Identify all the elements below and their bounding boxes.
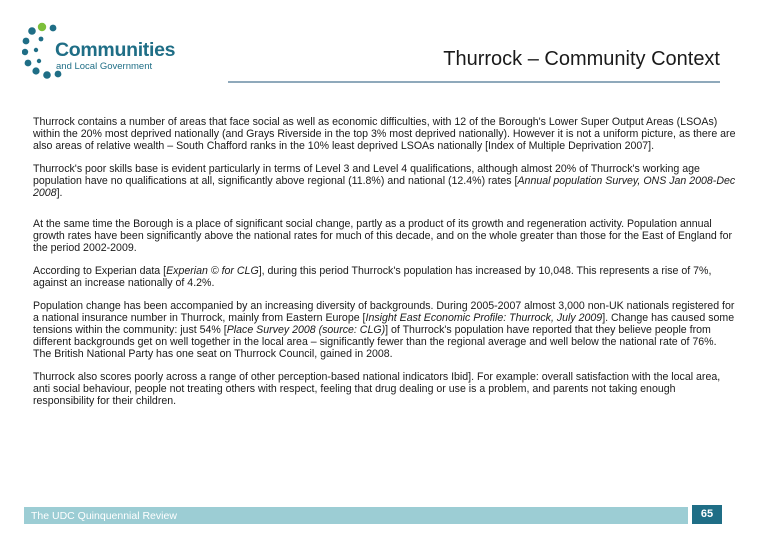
paragraph-text: ].	[56, 187, 63, 199]
paragraph-experian	[33, 265, 736, 289]
footer-text: The UDC Quinquennial Review	[31, 510, 177, 522]
paragraph-text: ]. Change has caused some tensions within the community: just 54% [	[33, 312, 735, 336]
paragraph-skills	[33, 163, 736, 199]
logo-subtitle: and Local Government	[56, 61, 153, 72]
citation: Experian © for CLG	[166, 265, 259, 277]
paragraph-text: Thurrock contains a number of areas that face social as well as economic difficulties, with 12 of the Borough's Lower Super Output Areas (LSOAs) within the 20% most deprived nationally (and Grays Riverside in the top 3% most deprived nationally). However it is not a uniform picture, as there are also areas of relative wealth – South Chafford ranks in the 10% least deprived LSOAs nationally [Index of Multiple Deprivation 2007].	[33, 116, 736, 152]
footer-bar	[24, 507, 688, 524]
paragraph-text: Population change has been accompanied by an increasing diversity of backgrounds. During 2005-2007 almost 3,000 non-UK nationals registered for a national insurance number in Thurrock, mainly from Eastern Europe [	[33, 300, 735, 324]
paragraph-social-change	[33, 218, 736, 254]
paragraph-diversity	[33, 300, 736, 360]
page-number: 65	[692, 505, 722, 524]
title-divider	[228, 81, 720, 83]
citation: Place Survey 2008 (source: CLG)	[226, 324, 386, 336]
communities-logo	[22, 22, 212, 86]
paragraph-text: Thurrock also scores poorly across a range of other perception-based national indicators Ibid]. For example: overall satisfaction with the local area, anti social behaviour, people not treating others with respect, feeling that drug dealing or use is a problem, and parents not taking enough responsibility for their children.	[33, 371, 721, 407]
paragraph-text: According to Experian data [	[33, 265, 167, 277]
paragraph-perception	[33, 371, 736, 407]
paragraph-text: ], during this period Thurrock's population has increased by 10,048. This represents a rise of 7%, against an increase nationally of 4.2%.	[33, 265, 712, 289]
citation: Annual population Survey, ONS Jan 2008-Dec 2008	[33, 175, 736, 199]
paragraph-text: Thurrock's poor skills base is evident particularly in terms of Level 3 and Level 4 qualifications, although almost 20% of Thurrock's working age population have no qualifications at all, significantly above regional (11.8%) and national (12.4%) rates [	[33, 163, 700, 187]
body-content	[33, 116, 736, 418]
paragraph-text: At the same time the Borough is a place of significant social change, partly as a product of its growth and regeneration activity. Population annual growth rates have been significantly above the national rates for much of this decade, and on the whole greater than those for the East of England for the period 2002-2009.	[33, 218, 733, 254]
paragraph-text: ] of Thurrock's population have reported that they believe people from different backgrounds get on well together in the local area – significantly fewer than the regional average and well below the national rate of 76%. The British National Party has one seat on Thurrock Council, gained in 2008.	[33, 324, 717, 360]
page-title: Thurrock – Community Context	[443, 48, 720, 70]
paragraph-deprivation	[33, 116, 736, 152]
citation: Insight East Economic Profile: Thurrock, July 2009	[365, 312, 603, 324]
logo-wordmark: Communities	[55, 39, 176, 61]
